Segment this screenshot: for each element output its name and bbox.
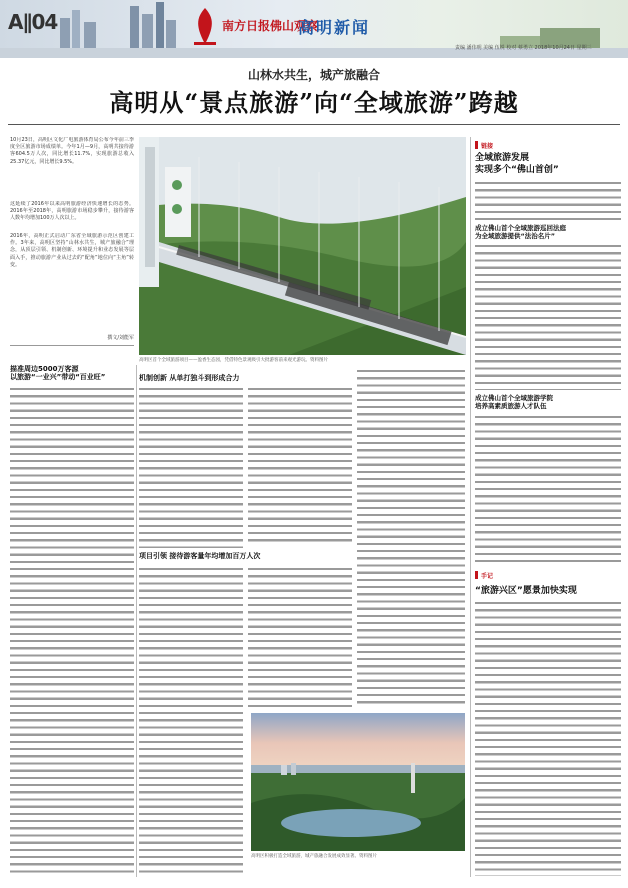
- mid-column-1-body-top: [139, 386, 243, 548]
- sidebar-title-2: “旅游兴区”愿景加快实现: [475, 586, 577, 596]
- sidebar-body-4: [475, 600, 621, 876]
- mid-column-2-body-top: [248, 386, 352, 546]
- newspaper-name: 南方日报佛山观察: [222, 19, 319, 33]
- lead-paragraph-3: 2016年，高明正式启动广东省全域旅游示范区创建工作。3年来，高明区坚持“山林水共生，城产旅融合”理念，从顶层引领、机制创新、环境提升和业态发展等层面入手，推动旅游产业从过去的“配角”地位向“主角”转变。: [10, 233, 134, 268]
- lead-paragraph-1: 10月23日，高明区文化广电旅游体育局公布今年前三季度全区旅游市场成绩单。今年1月—9月，高明共接待游客604.5万人次，同比增长11.7%，实现旅游总收入25.37亿元，同比增长9.5%。: [10, 137, 134, 165]
- section-title-mechanism: 机制创新 从单打独斗到形成合力: [139, 374, 240, 382]
- article-headline: 高明从“景点旅游”向“全域旅游”跨越: [109, 88, 519, 117]
- left-column-body: [10, 386, 134, 876]
- lead-rule: [10, 345, 134, 346]
- mid-column-2-body-bottom: [248, 566, 352, 708]
- sidebar-body-3: [475, 414, 621, 566]
- photo-caption-2: 高明区积极打造全域旅游，城产旅融合发展成效显著。资料图片: [251, 854, 377, 859]
- newspaper-logo-icon: [190, 6, 220, 48]
- sidebar-divider: [470, 137, 471, 877]
- byline: 撰文/刘能军: [107, 335, 134, 341]
- section-title-left: 描准周边5000万客源 以旅游“一业兴”带动“百业旺”: [10, 365, 106, 381]
- photo-caption-1: 高明区首个全域旅游项目——盈香生态园，凭借特色景观吸引大批游客前来观光游玩。资料图片: [139, 358, 328, 363]
- mid-column-1-body-bottom: [139, 566, 243, 876]
- aerial-town-photo: [251, 713, 465, 851]
- page-number: A∥04: [8, 10, 58, 34]
- article-subhead: 山林水共生，城产旅融合: [247, 68, 380, 82]
- glass-bridge-photo: [139, 137, 466, 355]
- section-name: 高明新闻: [298, 18, 371, 37]
- lead-paragraph-2: 这延续了2016年以来高明旅游经济快速增长的态势。2016年至2018年，高明旅游市场稳步攀升，接待游客人数年均增加100万人次以上。: [10, 201, 134, 222]
- edition-meta: 责编 潘伟明 美编 伍锐 校对 蔡勇立 2018年10月24日 星期三: [455, 45, 592, 51]
- column-divider: [136, 365, 137, 877]
- sidebar-tag-link: 链接: [481, 143, 494, 150]
- sidebar-subtitle-1: 成立佛山首个全域旅游巡回法庭 为全域旅游提供“法治名片”: [475, 224, 566, 240]
- tag-marker: [475, 141, 478, 149]
- sidebar-subtitle-2: 成立佛山首个全域旅游学院 培养高素质旅游人才队伍: [475, 394, 553, 410]
- section-title-projects: 项目引领 接待游客量年均增加百万人次: [139, 552, 261, 560]
- sidebar-body-1: [475, 180, 621, 220]
- mid-column-3-body: [357, 368, 465, 708]
- sidebar-tag-notes: 手记: [481, 573, 494, 580]
- sidebar-body-2: [475, 243, 621, 390]
- headline-rule: [8, 124, 620, 125]
- tag-marker-2: [475, 571, 478, 579]
- sidebar-title-1: 全域旅游发展 实现多个“佛山首创”: [475, 153, 559, 175]
